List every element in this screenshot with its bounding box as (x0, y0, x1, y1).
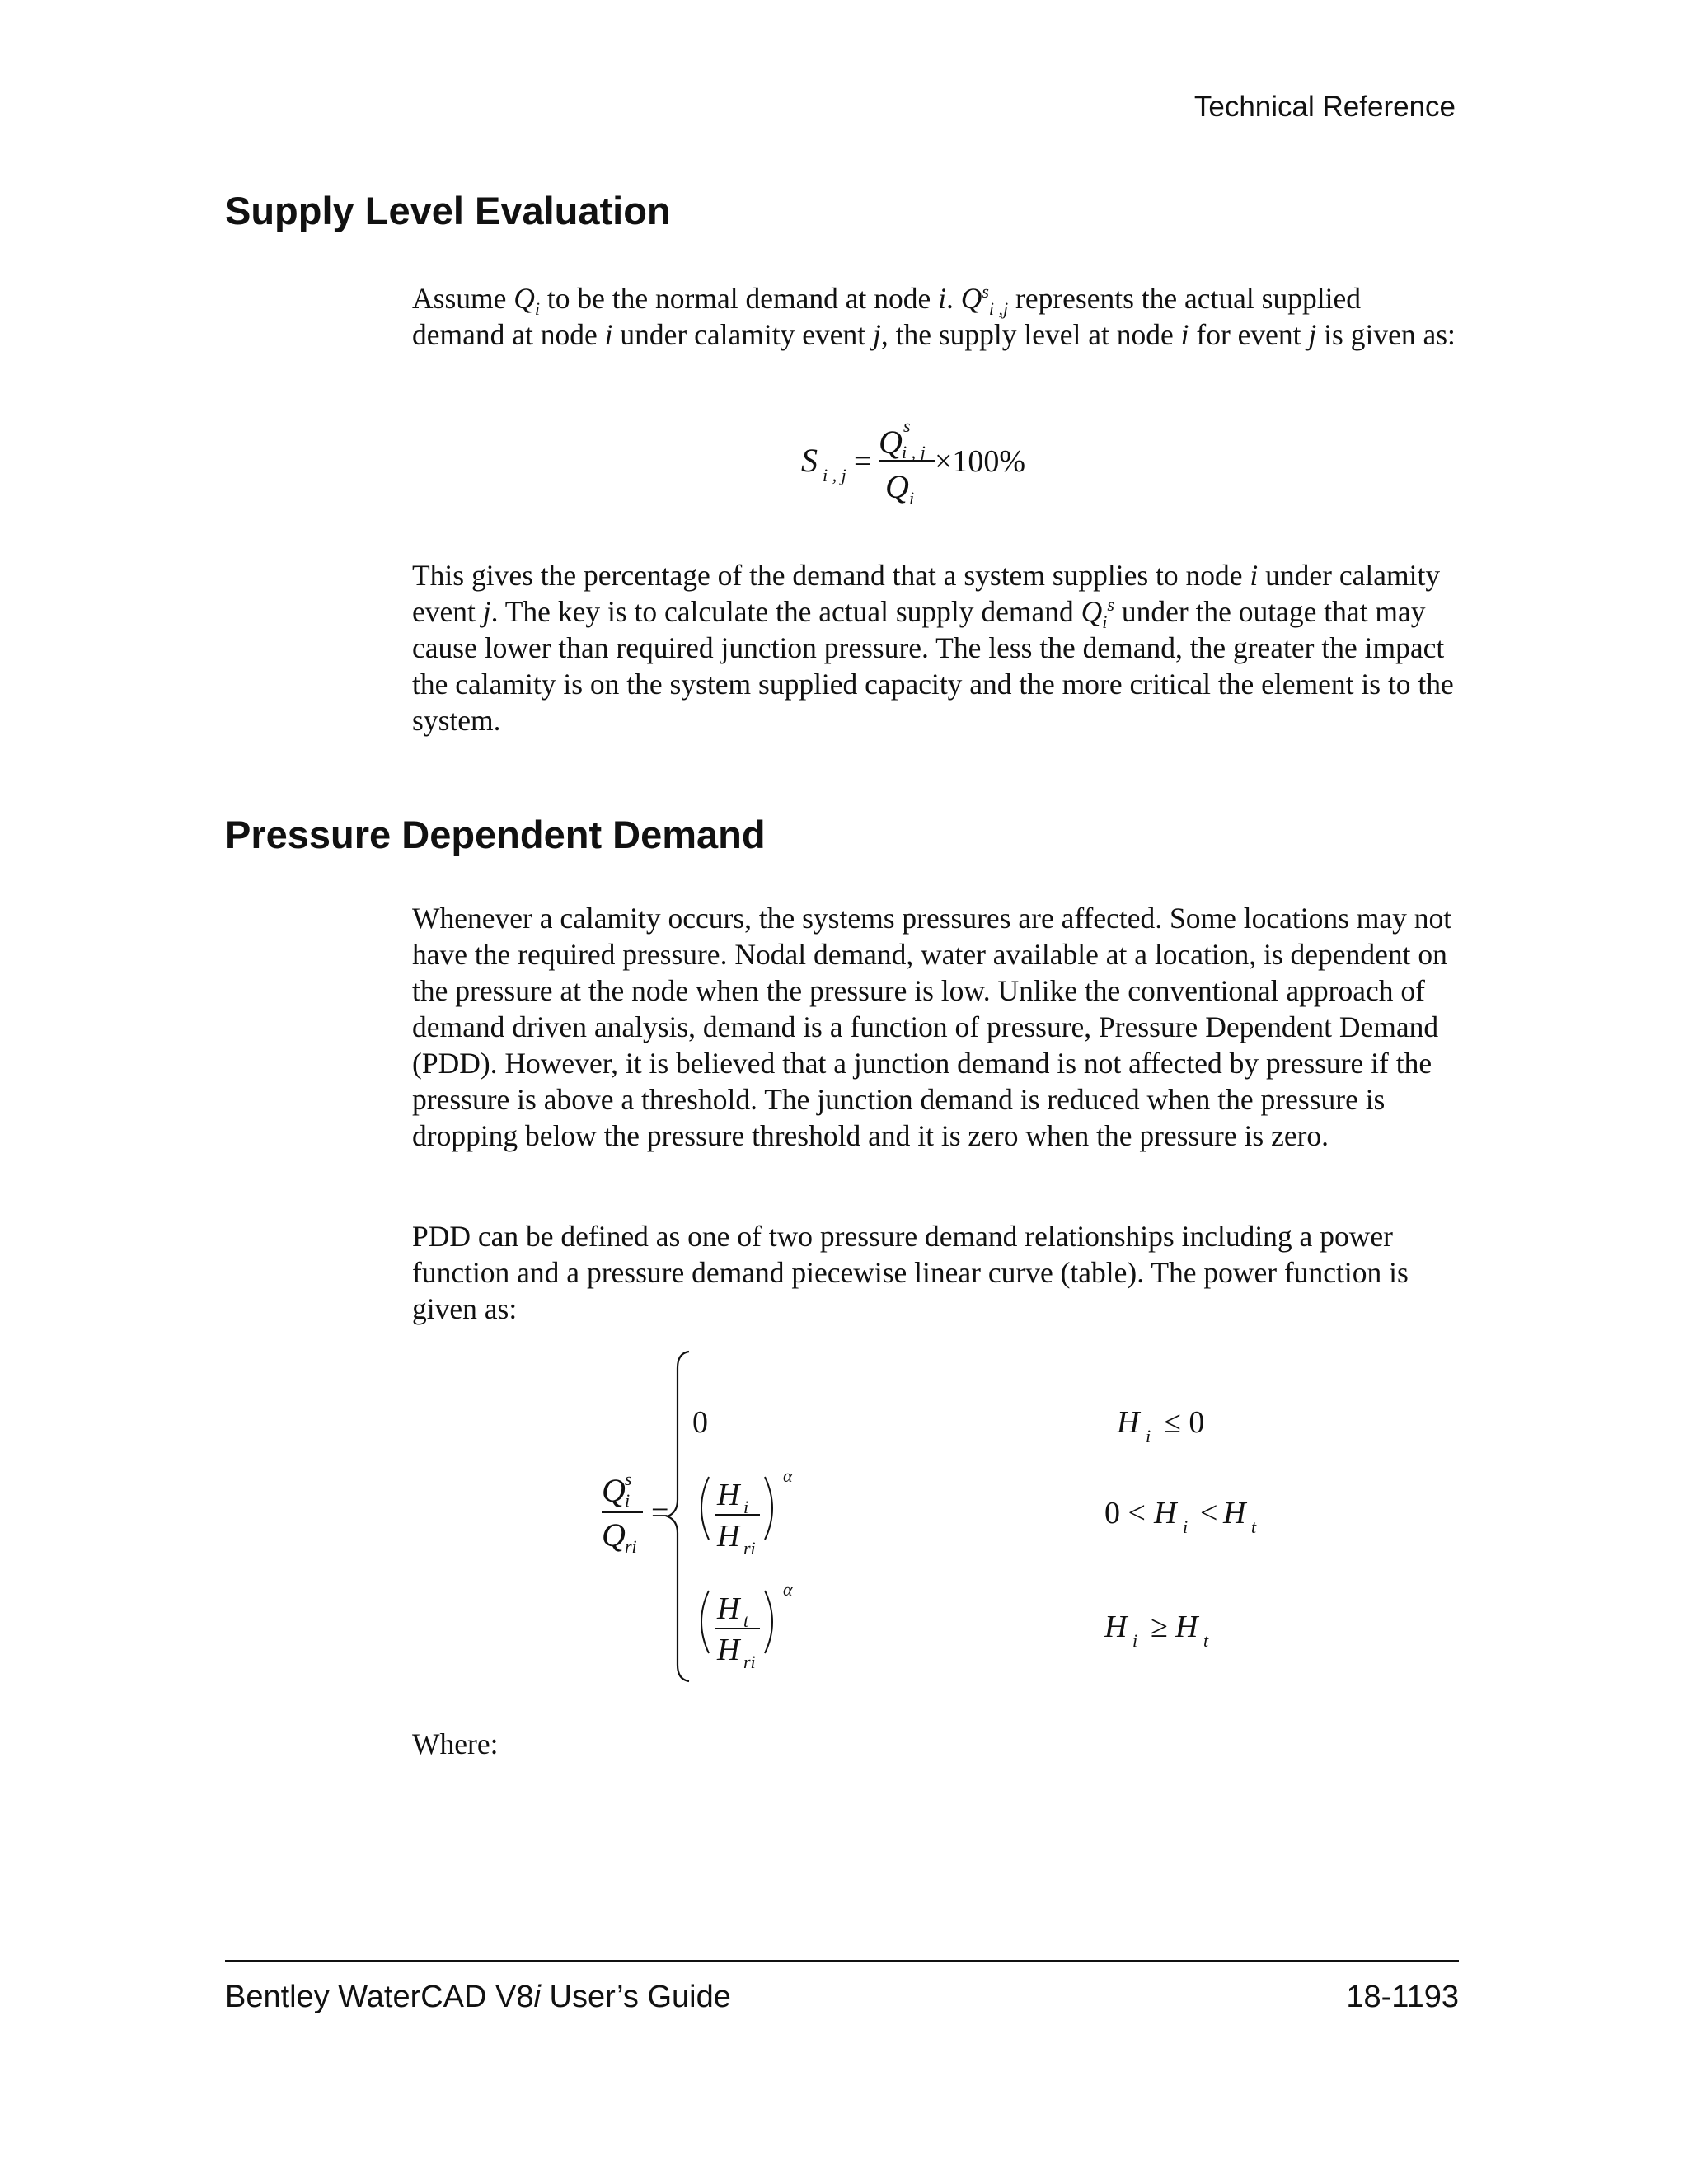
eq1-equals: = (854, 444, 872, 479)
pdd-power-function-equation (577, 1343, 1302, 1690)
eq2-lhs-num: Q (602, 1472, 626, 1509)
eq2-case3-num-sub: t (743, 1610, 749, 1631)
footer-guide-title: Bentley WaterCAD V8i User’s Guide (225, 1980, 731, 2014)
eq1-num: Q (879, 424, 903, 461)
eq1-den-sub: i (909, 488, 915, 509)
pdd-para1: Whenever a calamity occurs, the systems pressures are affected. Some locations may not have the required pressure. Nodal demand, water available at a location, is dependent on the pressure at the node when the pressure is low. Unlike the conventional approach of demand driven analysis, demand is a function of pressure, Pressure Dependent Demand (PDD). However, it is believed that a junction demand is not affected by pressure if the pressure is above a threshold. The junction demand is reduced when the pressure is dropping below the pressure threshold and it is zero when the pressure is zero. (412, 902, 1452, 1152)
supply-level-para2: This gives the percentage of the demand that a system supplies to node i under calamity event j. The key is to calculate the actual supply demand $Q_i^s$ under the outage that may cause lower than required junction pressure. The less the demand, the greater the impact the calamity is on the system supplied capacity and the more critical the element is to the system. (412, 559, 1454, 737)
eq2-case1-value: 0 (692, 1405, 708, 1440)
section-title-supply-level: Supply Level Evaluation (225, 189, 671, 232)
math-q-sij: $Q^s_{i ,j}$ (960, 281, 1009, 320)
eq2-case1-cond-h: H (1117, 1405, 1140, 1440)
section-title-pressure-dependent-demand: Pressure Dependent Demand (225, 813, 766, 856)
cases-brace-icon (668, 1352, 689, 1681)
eq2-case2-num-sub: i (743, 1497, 749, 1517)
eq1-num-sub: i , j (902, 442, 926, 462)
eq2-lhs-den-sub: ri (625, 1536, 637, 1557)
eq2-case2-cond-sub1: i (1183, 1516, 1189, 1537)
eq2-equals: = (651, 1496, 669, 1530)
eq2-case2-den: H (717, 1519, 740, 1554)
eq2-case2-cond-h2: H (1223, 1496, 1246, 1530)
footer-page-number: 18-1193 (1346, 1980, 1459, 2014)
eq2-lhs-den: Q (602, 1516, 626, 1554)
eq2-case2-cond-pre: 0 < (1104, 1496, 1146, 1530)
case2-left-paren-icon (701, 1477, 709, 1540)
eq2-case3-num: H (717, 1591, 740, 1626)
eq1-lhs-sub: i , j (823, 465, 846, 485)
eq2-lhs-num-sup: s (625, 1469, 632, 1489)
eq2-case2-exp: α (783, 1465, 793, 1486)
eq2-case3-cond-sub2: t (1203, 1630, 1209, 1651)
math-q-s: $Q_i^s$ (1081, 594, 1114, 633)
eq2-lhs-num-sub: i (625, 1490, 631, 1511)
footer-divider (225, 1960, 1459, 1962)
eq2-case2-cond-h1: H (1154, 1496, 1177, 1530)
case3-left-paren-icon (701, 1591, 709, 1653)
eq1-num-sup: s (903, 415, 911, 436)
case3-right-paren-icon (765, 1591, 772, 1653)
pdd-para2: PDD can be defined as one of two pressure demand relationships including a power function and a pressure demand piecewise linear curve (table). The power function is given as: (412, 1220, 1409, 1325)
eq2-case1-cond-sub: i (1146, 1426, 1151, 1446)
eq1-times-100: ×100% (935, 444, 1026, 479)
eq2-case3-den-sub: ri (743, 1652, 756, 1672)
eq2-case2-cond-mid: < (1200, 1496, 1218, 1530)
eq2-case3-cond-sub1: i (1132, 1630, 1138, 1651)
eq2-case1-cond-rest: ≤ 0 (1164, 1405, 1205, 1440)
eq1-lhs: S (801, 442, 818, 479)
running-header: Technical Reference (1193, 91, 1456, 123)
math-q: $Q_i$ (513, 282, 541, 320)
eq2-case2-num: H (717, 1478, 740, 1512)
case2-right-paren-icon (765, 1477, 772, 1540)
eq1-den: Q (885, 468, 909, 505)
eq2-case3-cond-h1: H (1104, 1610, 1128, 1644)
eq2-case2-cond-sub2: t (1251, 1516, 1257, 1537)
eq2-case3-den: H (717, 1633, 740, 1667)
eq2-case3-cond-mid: ≥ (1151, 1610, 1168, 1644)
supply-level-intro: Assume $Q_i$ to be the normal demand at node i. $Q^s_{i ,j}$ represents the actual supplied demand at node i under calamity event j, the supply level at node i for event j is given as: (412, 281, 1456, 351)
eq2-case2-den-sub: ri (743, 1538, 756, 1558)
eq2-case3-cond-h2: H (1175, 1610, 1198, 1644)
where-label: Where: (412, 1727, 499, 1760)
eq2-case3-exp: α (783, 1579, 793, 1600)
supply-level-equation (799, 412, 1063, 519)
